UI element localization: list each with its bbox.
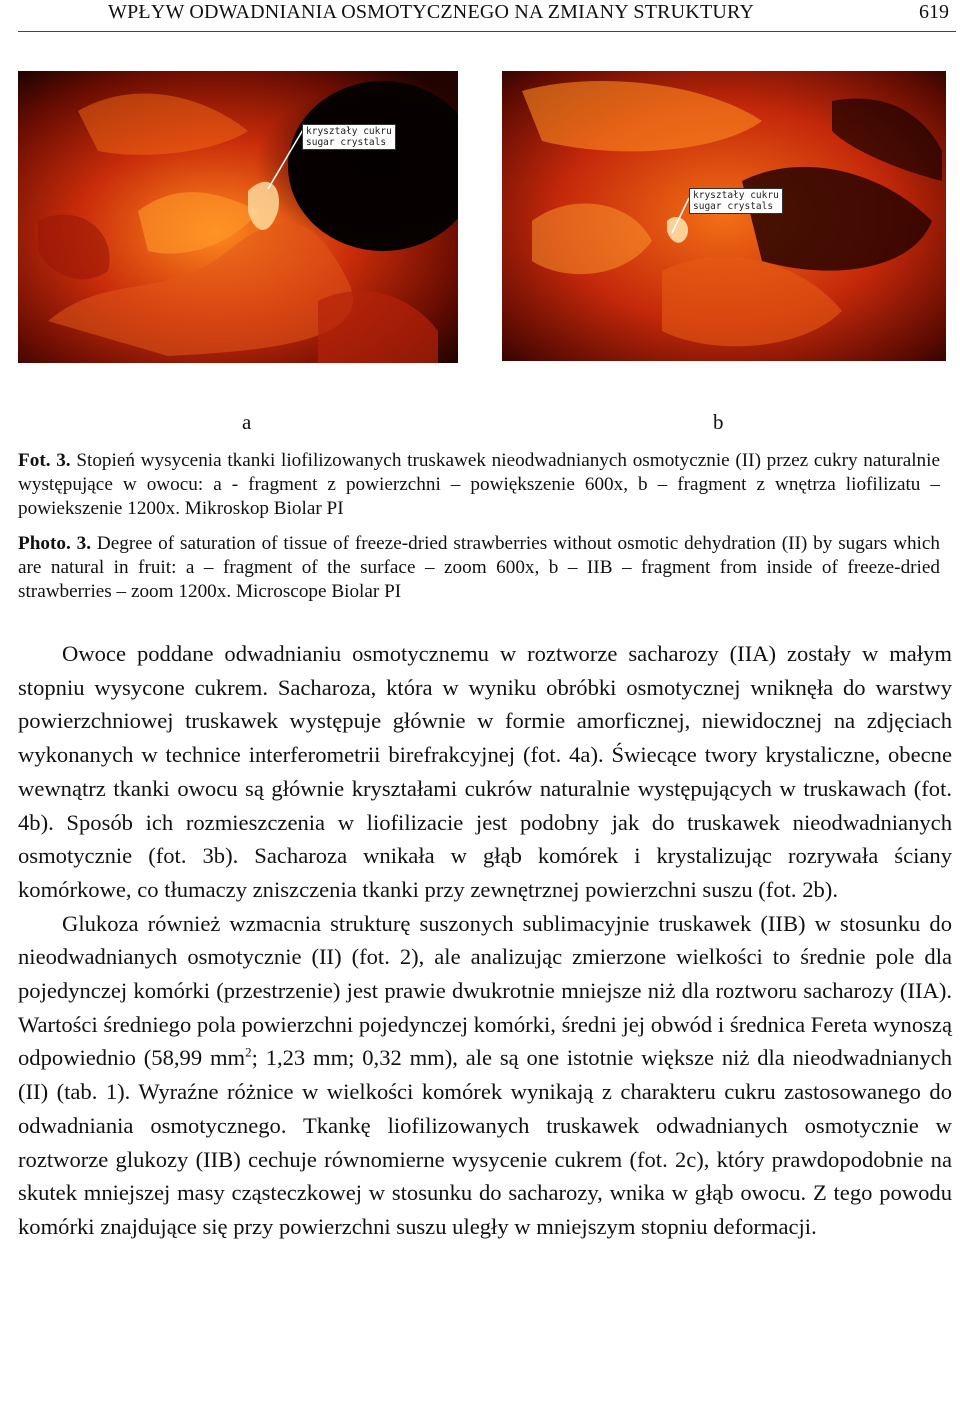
superscript-2: 2: [245, 1044, 252, 1060]
callout-line-pl: kryształy cukru: [306, 126, 392, 137]
paragraph-1: Owoce poddane odwadnianiu osmotycznemu w roztworze sacharozy (IIA) zostały w małym stopniu wysycone cukrem. Sacharoza, która w wyniku obróbki osmotycznej wniknęła do warstwy powierzchniowej truskawek występuje głównie w formie amorficznej, niewidocznej na zdjęciach wykonanych w technice interferometrii birefrakcyjnej (fot. 4a). Świecące twory krystaliczne, obecne wewnątrz tkanki owocu są głównie kryształami cukrów naturalnie występujących w truskawach (fot. 4b). Sposób ich rozmieszczenia w liofilizacie jest podobny jak do truskawek nieodwadnianych osmotycznie (fot. 3b). Sacharoza wnikała w głąb komórek i krystalizując rozrywała ściany komórkowe, co tłumaczy zniszczenia tkanki przy zewnętrznej powierzchni suszu (fot. 2b).: [18, 641, 952, 902]
body-text: [18, 637, 952, 1244]
running-title: WPŁYW ODWADNIANIA OSMOTYCZNEGO NA ZMIANY STRUKTURY: [108, 1, 755, 23]
page-number: 619: [919, 1, 949, 23]
micrograph-a-image: [18, 71, 458, 363]
caption-text: Stopień wysycenia tkanki liofilizowanych truskawek nieodwadnianych osmotycznie (II) przez cukry naturalnie występujące w owocu: a - fragment z powierzchni – powiększenie 600x, b – fragment z wnętrza liofilizatu – powiekszenie 1200x. Mikroskop Biolar PI: [18, 450, 940, 519]
paragraph-2-part-2: ; 1,23 mm; 0,32 mm), ale są one istotnie większe niż dla nieodwadnianych (II) (tab. 1). Wyraźne różnice w wielkości komórek wynikają z charakteru cukru zastosowanego do odwadniania osmotycznego. Tkankę liofilizowanych truskawek odwadnianych osmotycznie w roztworze glukozy (IIB) cechuje równomierne wysycenie cukrem (fot. 2c), który prawdopodobnie na skutek mniejszej masy cząsteczkowej w stosunku do sacharozy, wnika w głąb owocu. Z tego powodu komórki znajdujące się przy powierzchni suszu uległy w mniejszym stopniu deformacji.: [18, 1045, 952, 1239]
paragraph-2: [18, 907, 952, 1244]
callout-sugar-crystals-a: [302, 124, 396, 150]
header-rule: [18, 31, 956, 32]
figure-caption-polish: [18, 449, 940, 521]
micrograph-b: [502, 71, 946, 361]
micrograph-b-image: [502, 71, 946, 361]
callout-line-pl: kryształy cukru: [693, 190, 779, 201]
figure-caption-english: [18, 532, 940, 604]
micrograph-a: [18, 71, 458, 363]
callout-line-en: sugar crystals: [693, 201, 774, 212]
caption-lead: Fot. 3.: [18, 450, 71, 471]
running-header: [0, 0, 960, 34]
caption-lead: Photo. 3.: [18, 533, 92, 554]
caption-text: Degree of saturation of tissue of freeze-dried strawberries without osmotic dehydration (II) by sugars which are natural in fruit: a – fragment of the surface – zoom 600x, b – IIB – fragment from inside of freeze-dried strawberries – zoom 1200x. Microscope Biolar PI: [18, 533, 940, 602]
paragraph-2-part-1: Glukoza również wzmacnia strukturę suszonych sublimacyjnie truskawek (IIB) w stosunku do nieodwadnianych osmotycznie (II) (fot. 2), ale analizując zmierzone wielkości to średnie pole dla pojedynczej komórki (przestrzenie) jest prawie dwukrotnie mniejsze niż dla roztworu sacharozy (IIA). Wartości średniego pola powierzchni pojedynczej komórki, średni jej obwód i średnica Fereta wynoszą odpowiednio (58,99 mm: [18, 910, 952, 1071]
photo-label-a: a: [242, 410, 252, 434]
callout-line-en: sugar crystals: [306, 137, 387, 148]
callout-sugar-crystals-b: [689, 188, 783, 214]
photo-label-b: b: [713, 410, 724, 434]
